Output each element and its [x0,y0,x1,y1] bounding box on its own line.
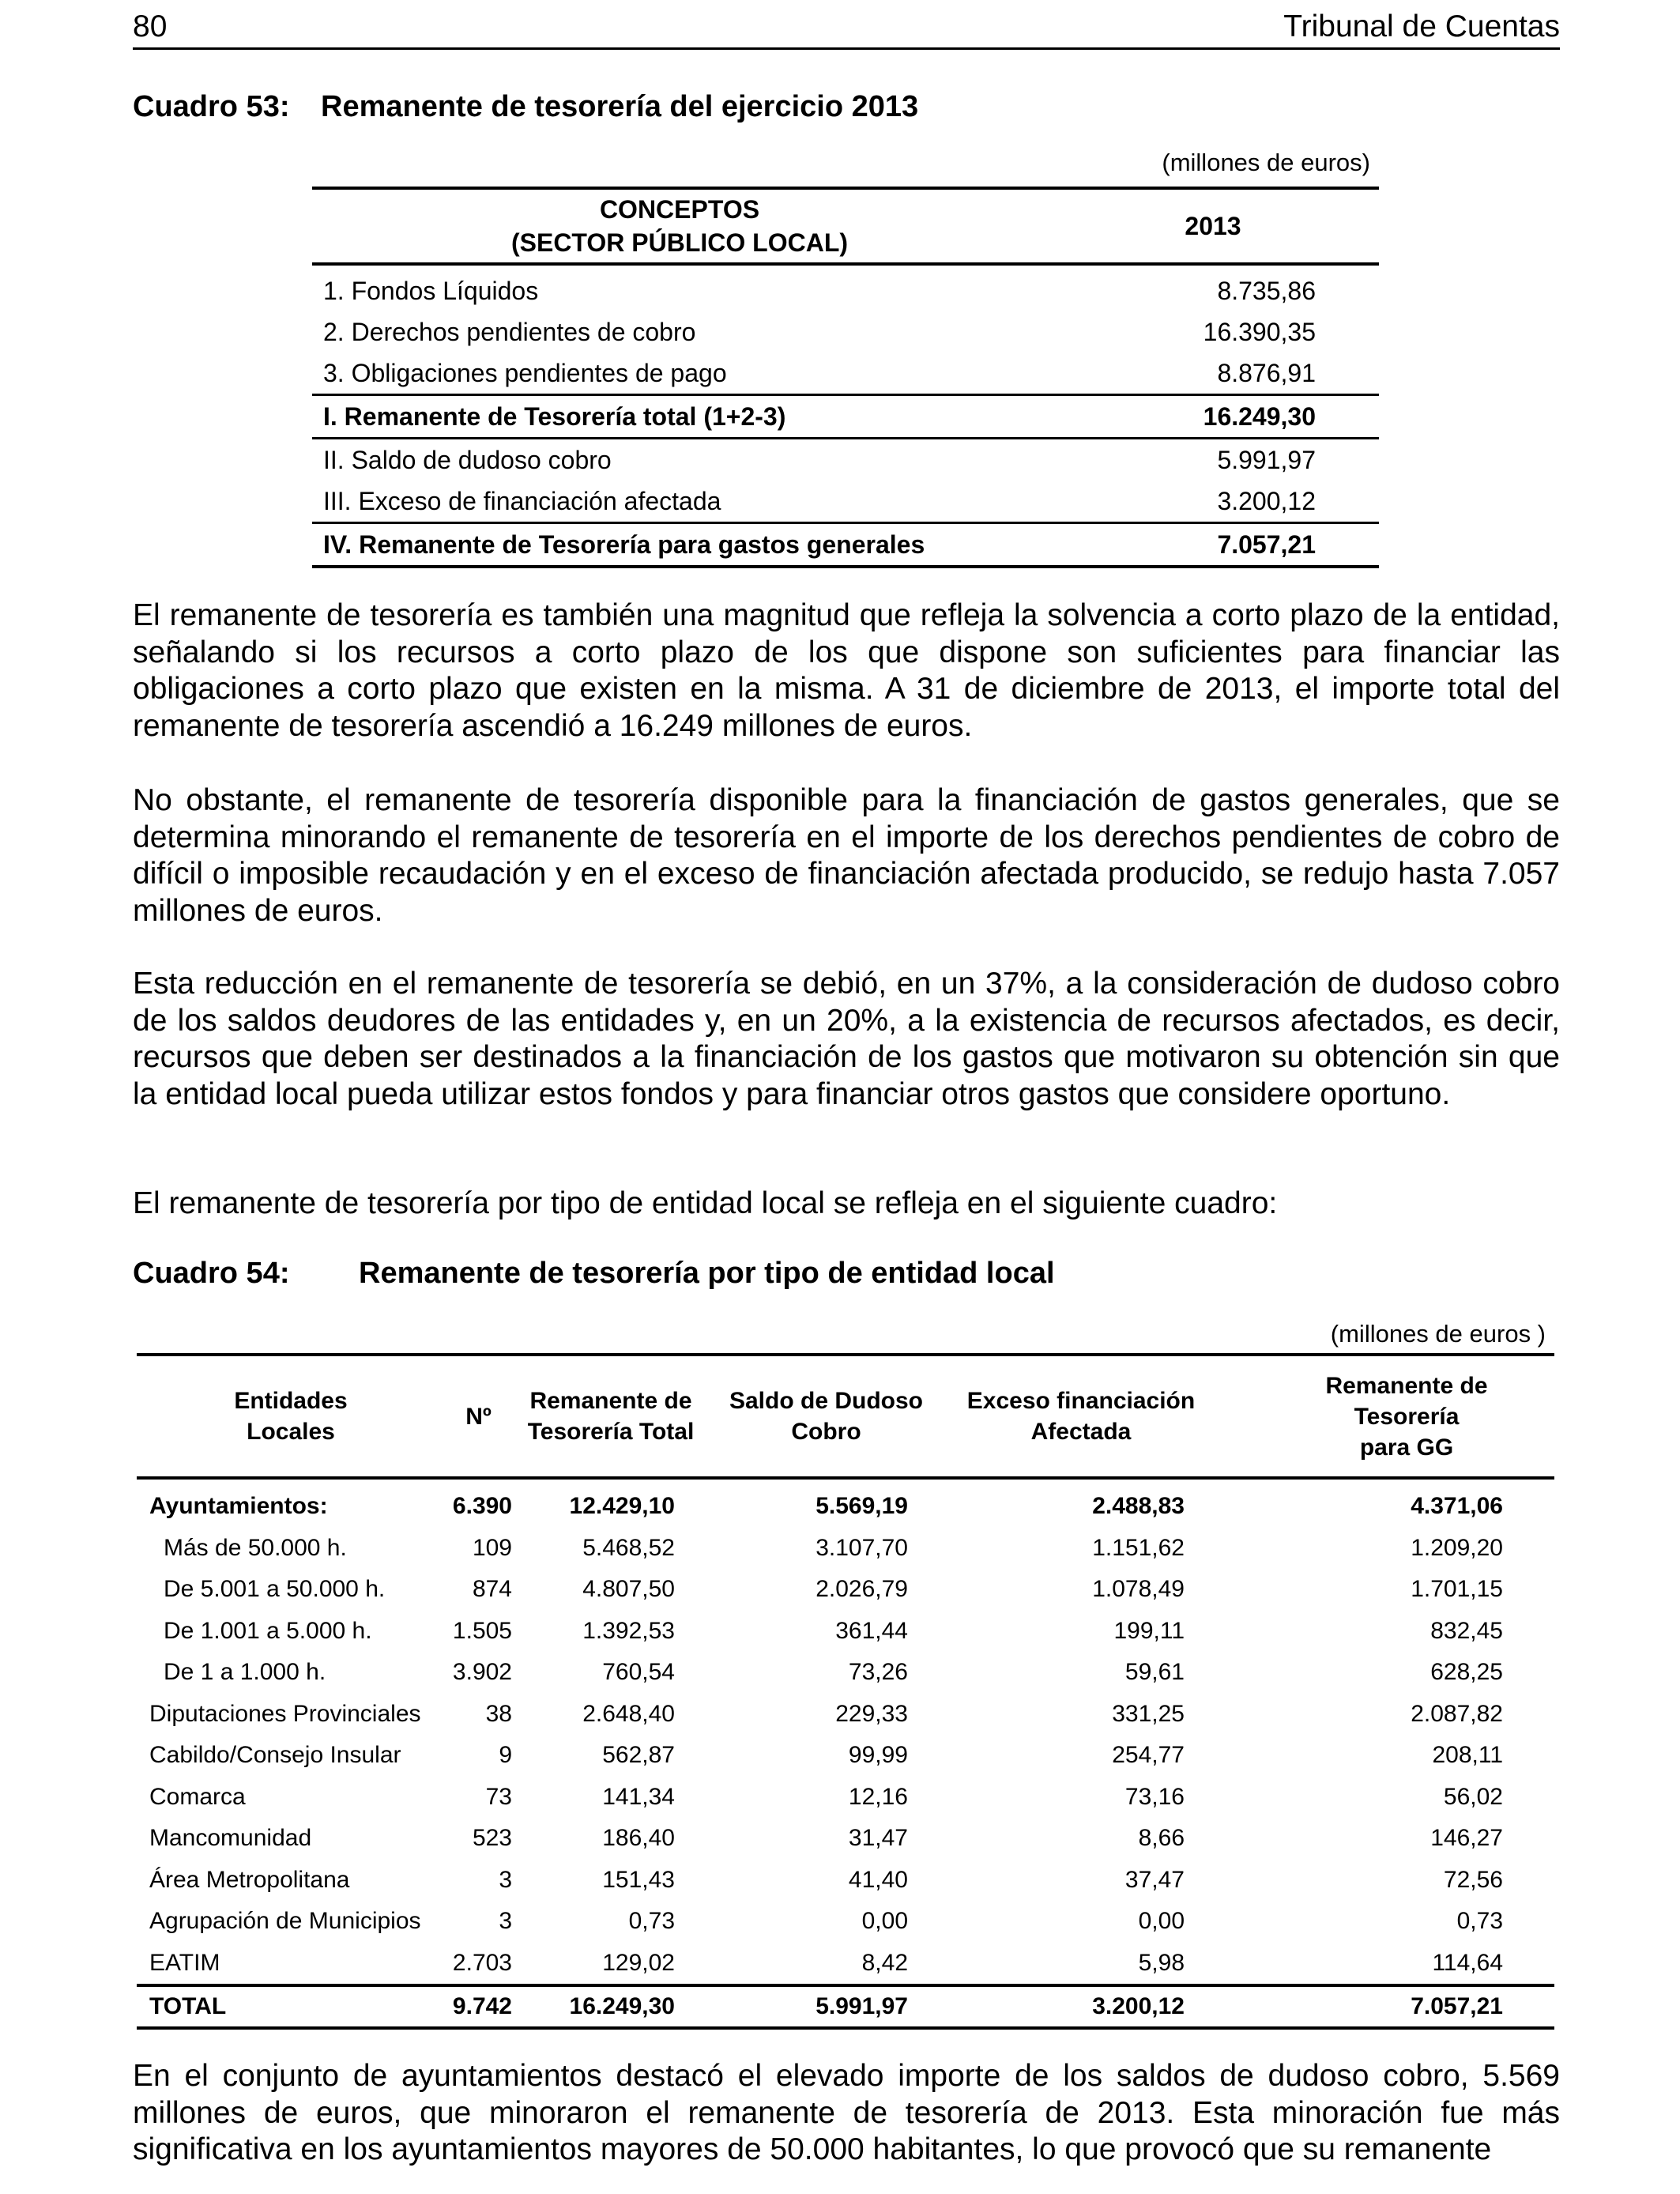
page-header [133,6,1560,50]
table-header-row [137,1355,1554,1478]
row-concept: 1. Fondos Líquidos [323,276,539,305]
table-row [312,439,1379,481]
table-row: De 1 a 1.000 h. 3.902 760,54 73,26 59,61 628,25 [164,1659,1503,1686]
page-number: 80 [133,9,168,43]
header-concepts-line1: CONCEPTOS [599,195,760,224]
row-value: 16.390,35 [1203,317,1316,346]
table-row: Agrupación de Municipios 3 0,73 0,00 0,00 0,73 [149,1908,1503,1935]
header-concepts-line2: (SECTOR PÚBLICO LOCAL) [510,228,849,257]
row-value: 8.876,91 [1217,358,1316,387]
row-value: 16.249,30 [1047,395,1379,439]
table-row-total: TOTAL 9.742 16.249,30 5.991,97 3.200,12 7.057,21 [137,1985,1554,2028]
table-row: EATIM 2.703 129,02 8,42 5,98 114,64 [149,1949,1503,1976]
header-concepts [312,188,1047,264]
header-year: 2013 [1047,188,1379,264]
table-row [312,311,1379,352]
table-row-total [312,523,1379,567]
paragraph: El remanente de tesorería por tipo de entidad local se refleja en el siguiente cuadro: [133,1186,1278,1220]
table-53-label: Cuadro 53: [133,90,290,123]
table-54-title: Remanente de tesorería por tipo de entidad local [359,1257,1055,1290]
header-remanente-gg: Remanente de Tesorería para GG [1219,1355,1554,1478]
row-concept: 2. Derechos pendientes de cobro [323,317,696,346]
row-value: 8.735,86 [1217,276,1316,305]
row-concept: IV. Remanente de Tesorería para gastos generales [312,523,1047,567]
table-53 [312,187,1379,568]
header-saldo-dudoso: Saldo de Dudoso Cobro [710,1355,943,1478]
header-entidades: Entidades Locales [137,1355,445,1478]
table-row: De 1.001 a 5.000 h. 1.505 1.392,53 361,44 199,11 832,45 [164,1617,1503,1644]
table-53-unit: (millones de euros) [1162,149,1370,176]
row-value: 5.991,97 [1047,439,1379,481]
table-row [312,481,1379,523]
row-value: 3.200,12 [1217,486,1316,515]
table-53-title: Remanente de tesorería del ejercicio 2013 [321,90,919,123]
row-concept: 3. Obligaciones pendientes de pago [323,358,727,387]
table-row: Cabildo/Consejo Insular 9 562,87 99,99 254,77 208,11 [149,1742,1503,1769]
paragraph: No obstante, el remanente de tesorería disponible para la financiación de gastos generales, que se determina minorando el remanente de tesorería en el importe de los derechos pendientes de cobro de difícil o imposible recaudación y en el exceso de financiación afectada producido, se redujo hasta 7.057 millones de euros. [133,783,1560,928]
table-row: Área Metropolitana 3 151,43 41,40 37,47 72,56 [149,1866,1503,1893]
table-row: Diputaciones Provinciales 38 2.648,40 229,33 331,25 2.087,82 [149,1700,1503,1727]
table-row: Ayuntamientos: 6.390 12.429,10 5.569,19 2.488,83 4.371,06 [149,1493,1503,1520]
table-53-caption [133,90,918,124]
row-concept: III. Exceso de financiación afectada [323,486,721,515]
row-value: 7.057,21 [1047,523,1379,567]
header-remanente-total: Remanente de Tesorería Total [512,1355,710,1478]
table-row [312,352,1379,395]
table-header-row [312,188,1379,264]
header-exceso-financiacion: Exceso financiación Afectada [943,1355,1219,1478]
table-54-label: Cuadro 54: [133,1257,290,1290]
table-54-unit: (millones de euros ) [1330,1320,1546,1348]
row-concept: II. Saldo de dudoso cobro [312,439,1047,481]
table-row: Más de 50.000 h. 109 5.468,52 3.107,70 1.151,62 1.209,20 [164,1534,1503,1561]
table-row: Mancomunidad 523 186,40 31,47 8,66 146,27 [149,1825,1503,1852]
table-54 [137,1353,1554,2030]
header-numero: Nº [445,1355,512,1478]
table-54-caption [133,1257,1055,1291]
publication-name: Tribunal de Cuentas [1283,9,1560,43]
paragraph: El remanente de tesorería es también una magnitud que refleja la solvencia a corto plazo de la entidad, señalando si los recursos a corto plazo de los que dispone son suficientes para financiar las obligaciones a corto plazo que existen en la misma. A 31 de diciembre de 2013, el importe total del remanente de tesorería ascendió a 16.249 millones de euros. [133,598,1560,743]
row-concept: I. Remanente de Tesorería total (1+2-3) [312,395,1047,439]
table-row-subtotal [312,395,1379,439]
paragraph: En el conjunto de ayuntamientos destacó el elevado importe de los saldos de dudoso cobro, 5.569 millones de euros, que minoraron el remanente de tesorería de 2013. Esta minoración fue más significativa en los ayuntamientos mayores de 50.000 habitantes, lo que provocó que su remanente [133,2059,1560,2166]
table-row: De 5.001 a 50.000 h. 874 4.807,50 2.026,79 1.078,49 1.701,15 [164,1576,1503,1603]
paragraph: Esta reducción en el remanente de tesorería se debió, en un 37%, a la consideración de dudoso cobro de los saldos deudores de las entidades y, en un 20%, a la existencia de recursos afectados, es decir, recursos que deben ser destinados a la financiación de los gastos que motivaron su obtención sin que la entidad local pueda utilizar estos fondos y para financiar otros gastos que considere oportuno. [133,967,1560,1111]
table-row: Comarca 73 141,34 12,16 73,16 56,02 [149,1783,1503,1810]
table-row [312,264,1379,311]
